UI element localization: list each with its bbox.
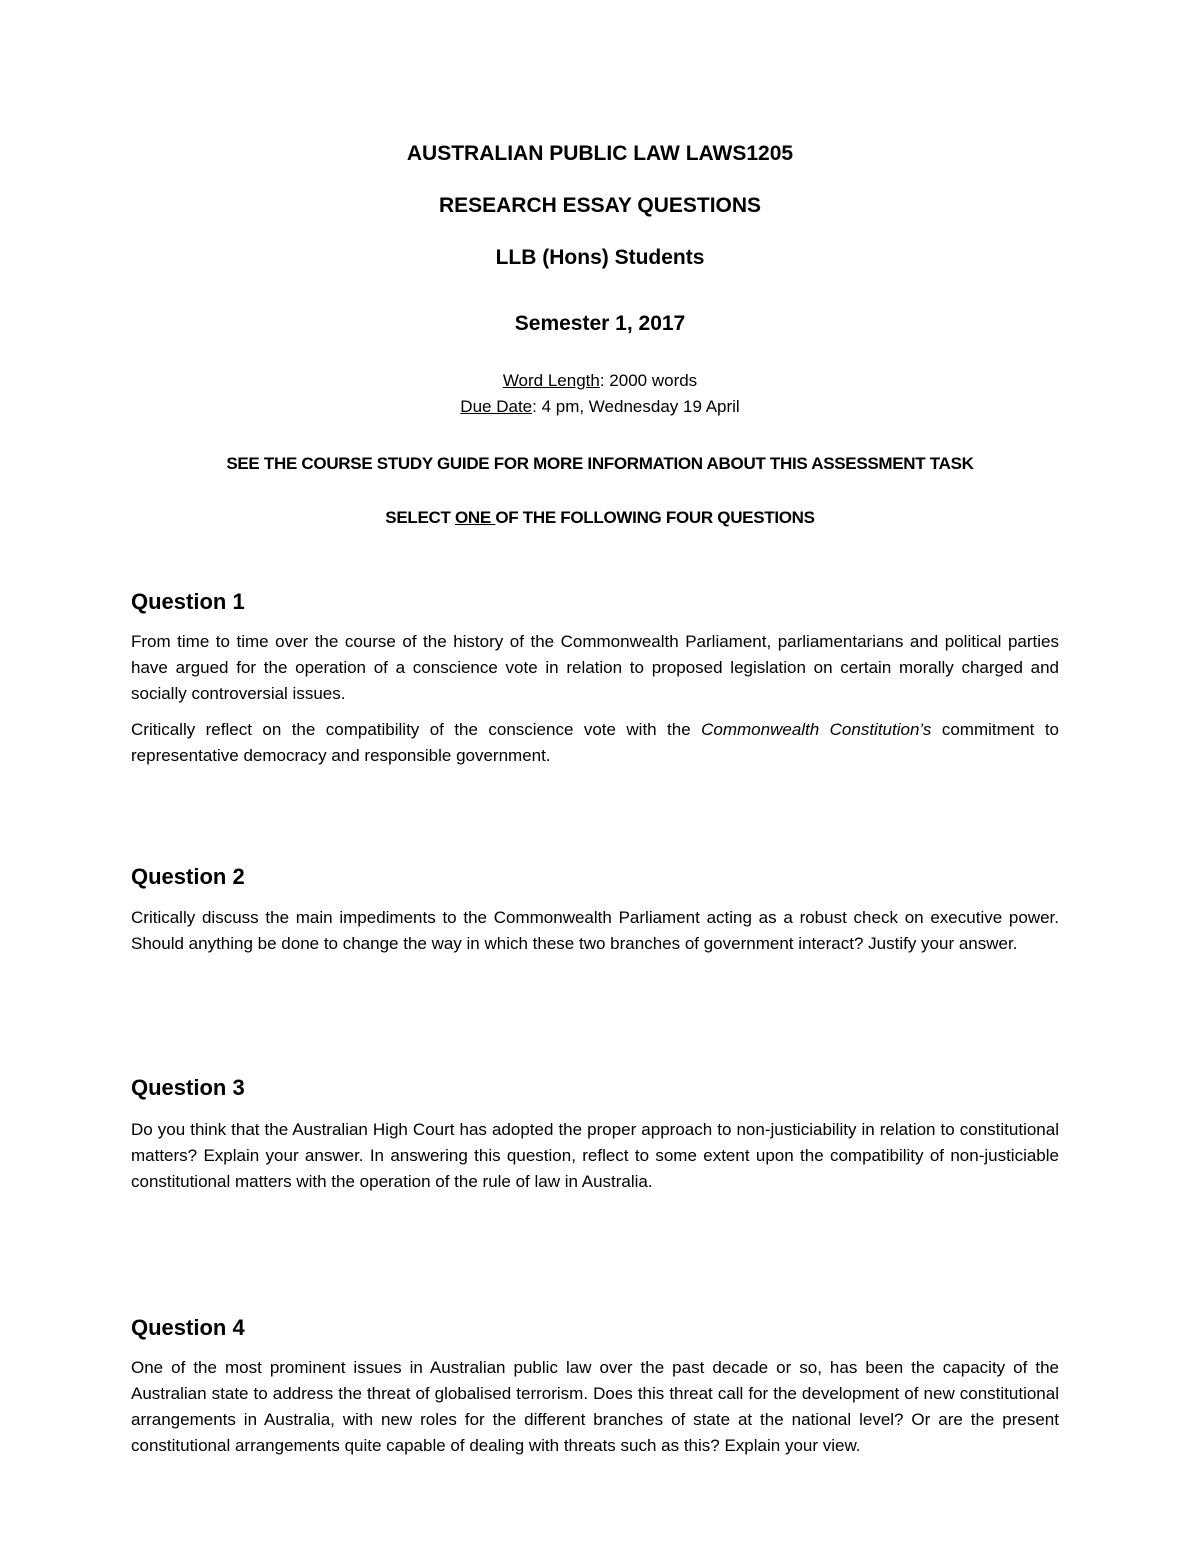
select-prefix: SELECT [385,508,455,527]
constitution-title: Commonwealth Constitution’s [701,720,932,739]
select-emphasis: ONE [454,508,496,527]
study-guide-notice: SEE THE COURSE STUDY GUIDE FOR MORE INFORMATION ABOUT THIS ASSESSMENT TASK [226,454,974,473]
question-3-paragraph-1: Do you think that the Australian High Court has adopted the proper approach to non-justiciability in relation to constitutional matters? Explain your answer. In answering this question, reflect to some extent upon the compatibility of non-justiciable constitutional matters with the operation of the rule of law in Australia. [131,1120,1059,1191]
question-1-paragraph-1: From time to time over the course of the history of the Commonwealth Parliament, parliamentarians and political parties have argued for the operation of a conscience vote in relation to proposed legislation on certain morally charged and socially controversial issues. [131,632,1059,703]
cohort-heading: LLB (Hons) Students [495,246,705,269]
word-length-value: : 2000 words [599,371,698,390]
word-length-label: Word Length [502,371,600,390]
question-4-paragraph-1: One of the most prominent issues in Australian public law over the past decade or so, has been the capacity of the Australian state to address the threat of globalised terrorism. Does this threat call for the development of new constitutional arrangements in Australia, with new roles for the different branches of state at the national level? Or are the present constitutional arrangements quite capable of dealing with threats such as this? Explain your view. [131,1358,1059,1455]
select-suffix: OF THE FOLLOWING FOUR QUESTIONS [495,508,815,527]
question-2-paragraph-1: Critically discuss the main impediments to the Commonwealth Parliament acting as a robust check on executive power. Should anything be done to change the way in which these two branches of government interact? Justify your answer. [131,908,1059,953]
select-instruction [0,508,1200,528]
document-title: AUSTRALIAN PUBLIC LAW LAWS1205 [406,142,794,165]
question-1-para2-text: Critically reflect on the compatibility of the conscience vote with the [131,720,702,739]
document-subtitle: RESEARCH ESSAY QUESTIONS [438,194,762,217]
question-4-heading: Question 4 [131,1315,245,1340]
word-length-line [0,371,1200,391]
due-date-line [0,397,1200,417]
due-date-value: : 4 pm, Wednesday 19 April [532,397,740,416]
due-date-label: Due Date [460,397,533,416]
question-3-body [131,1117,1059,1195]
question-1-paragraph-2 [131,717,1059,769]
question-4-body [131,1355,1059,1459]
question-3-heading: Question 3 [131,1075,245,1100]
question-2-heading: Question 2 [131,864,245,889]
question-1-body [131,629,1059,769]
question-1-heading: Question 1 [131,589,245,614]
semester-heading: Semester 1, 2017 [514,312,686,335]
question-2-body [131,905,1059,957]
question-1-para2-tail: commitment to representative democracy and responsible government. [131,720,1060,765]
